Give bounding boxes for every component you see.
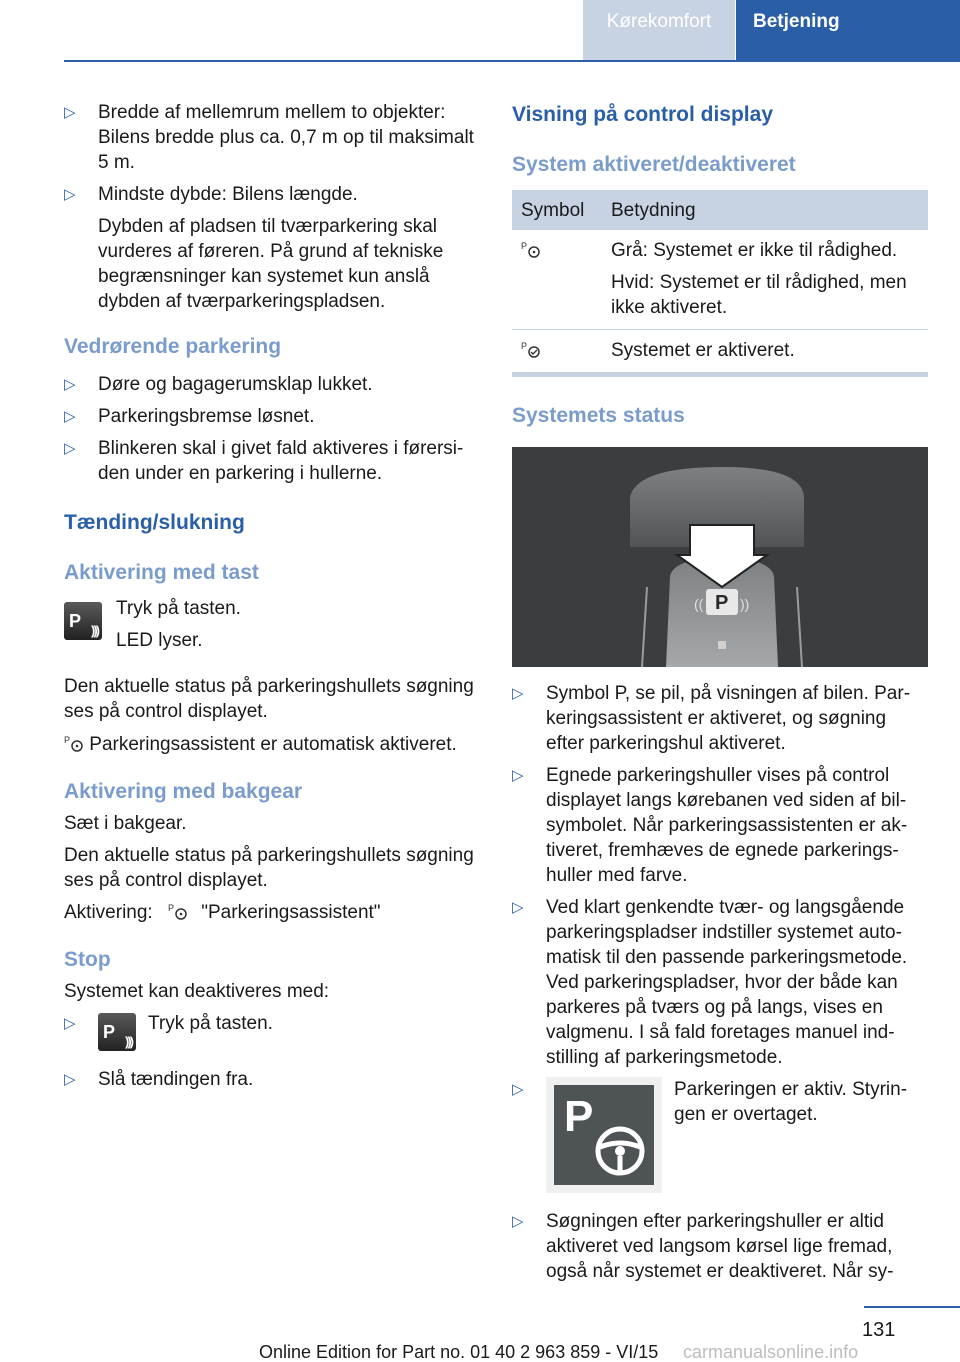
triangle-bullet-icon: ▷ xyxy=(512,1081,524,1098)
triangle-bullet-icon: ▷ xyxy=(64,376,76,393)
parking-assist-icon xyxy=(168,902,188,922)
parking-active-big-icon xyxy=(546,1077,662,1193)
tab-korekomfort[interactable]: Kørekomfort xyxy=(583,0,735,60)
triangle-bullet-icon: ▷ xyxy=(64,1071,76,1088)
triangle-bullet-icon: ▷ xyxy=(512,1213,524,1230)
edition-text: Online Edition for Part no. 01 40 2 963 859 - VI/15 xyxy=(259,1342,659,1362)
status-list xyxy=(512,681,928,1284)
svg-text:P: P xyxy=(64,735,71,745)
list-item: ▷ Egnede parkeringshuller vises på control displayet langs kørebanen ved siden af bilsymbolet. Når parkeringsassistenten er aktiveret, fremhæves de egnede parkeringshuller med farve. xyxy=(512,765,908,886)
heading-aktivering-tast: Aktivering med tast xyxy=(64,561,259,584)
list-item: ▷ Mindste dybde: Bilens længde. Dybden af pladsen til tværparkering skal vurderes af føreren. På grund af tekniske begrænsninger kan systemet kun anslå dybden af tværparkeringspladsen. xyxy=(64,184,444,312)
svg-text:P: P xyxy=(521,341,528,351)
triangle-bullet-icon: ▷ xyxy=(64,186,76,203)
left-column xyxy=(64,100,478,1099)
page-number: 131 xyxy=(862,1319,896,1341)
heading-taending: Tænding/slukning xyxy=(64,511,245,534)
table-row: P Grå: Systemet er ikke til rådighed. Hvid: Systemet er til rådighed, men ikke aktiveret. xyxy=(512,230,928,330)
right-column xyxy=(512,100,928,1291)
svg-text:P: P xyxy=(521,241,528,251)
triangle-bullet-icon: ▷ xyxy=(64,1015,76,1032)
key-instruction: P ))) Tryk på tasten. LED lyser. xyxy=(64,596,478,656)
svg-text:P: P xyxy=(167,903,174,913)
paragraph: P Parkeringsassistent er automatisk aktiveret. xyxy=(64,734,457,755)
paragraph: Den aktuelle status på parkeringshullets søgning ses på control displayet. xyxy=(64,676,474,722)
parking-key-icon: P ))) xyxy=(98,1013,136,1051)
triangle-bullet-icon: ▷ xyxy=(512,767,524,784)
list-item: ▷ Søgningen efter parkeringshuller er altid aktiveret ved langsom kørsel lige fremad, også når systemet er deaktiveret. Når sy- xyxy=(512,1211,894,1282)
svg-text:P: P xyxy=(715,592,729,614)
heading-systemets-status: Systemets status xyxy=(512,404,685,427)
list-item: ▷ Parkeringsbremse løsnet. xyxy=(64,406,315,427)
parking-key-icon: P ))) xyxy=(64,602,102,640)
list-item: ▷ Døre og bagagerumsklap lukket. xyxy=(64,374,373,395)
list-item: ▷ Slå tændingen fra. xyxy=(64,1069,254,1090)
table-row: P Systemet er aktiveret. xyxy=(521,340,795,361)
list-item: ▷ P Parkeringen er aktiv. Styringen er overtaget. xyxy=(512,1077,928,1199)
list-item: ▷ P ))) Tryk på tasten. xyxy=(64,1013,273,1049)
heading-stop: Stop xyxy=(64,948,111,971)
table-header-betydning: Betydning xyxy=(602,190,928,230)
svg-text:)): )) xyxy=(740,596,750,612)
parking-assist-icon xyxy=(64,734,84,754)
triangle-bullet-icon: ▷ xyxy=(64,408,76,425)
triangle-bullet-icon: ▷ xyxy=(64,104,76,121)
parking-assist-active-icon xyxy=(521,340,541,360)
list-item: ▷ Blinkeren skal i givet fald aktiveres i førersiden under en parkering i hullerne. xyxy=(64,438,464,484)
paragraph: Systemet kan deaktiveres med: xyxy=(64,981,330,1002)
symbol-table xyxy=(512,190,928,372)
list-item: ▷ Symbol P, se pil, på visningen af bilen. Parkeringsassistent er aktiveret, og søgning efter parkeringshul aktiveret. xyxy=(512,683,911,754)
tab-betjening[interactable]: Betjening xyxy=(736,0,960,60)
heading-vedrorende-parkering: Vedrørende parkering xyxy=(64,335,282,358)
watermark: carmanualsonline.info xyxy=(683,1342,859,1362)
paragraph: Sæt i bakgear. xyxy=(64,813,187,834)
heading-visning: Visning på control display xyxy=(512,103,773,126)
footer-rule xyxy=(864,1306,960,1308)
svg-text:P: P xyxy=(564,1092,594,1141)
page-header xyxy=(0,0,960,62)
header-rule xyxy=(64,60,960,62)
list-item: ▷ Bredde af mellemrum mellem to objekter: Bilens bredde plus ca. 0,7 m op til maksimalt 5 m. xyxy=(64,102,474,173)
parking-assist-icon xyxy=(521,240,541,260)
triangle-bullet-icon: ▷ xyxy=(512,685,524,702)
triangle-bullet-icon: ▷ xyxy=(512,899,524,916)
table-header-symbol: Symbol xyxy=(512,190,602,230)
paragraph: Den aktuelle status på parkeringshullets søgning ses på control displayet. xyxy=(64,845,474,891)
svg-text:((: (( xyxy=(694,596,704,612)
parking-search-display-image xyxy=(512,447,928,667)
table-bottom-rule xyxy=(512,372,928,377)
heading-aktivering-bakgear: Aktivering med bakgear xyxy=(64,780,303,803)
triangle-bullet-icon: ▷ xyxy=(64,440,76,457)
control-display-photo xyxy=(512,447,928,667)
heading-system: System aktiveret/deaktiveret xyxy=(512,153,796,176)
paragraph: Aktivering: P "Parkeringsassistent" xyxy=(64,902,381,923)
list-item: ▷ Ved klart genkendte tvær- og langsgående parkeringspladser indstiller systemet automatisk til den passende parkeringsmetode. Ved parkeringspladser, hvor der både kan parkeres på tværs og på langs, vises en valgmenu. I så fald foretages manuel indstilling af parkeringsmetode. xyxy=(512,897,908,1068)
